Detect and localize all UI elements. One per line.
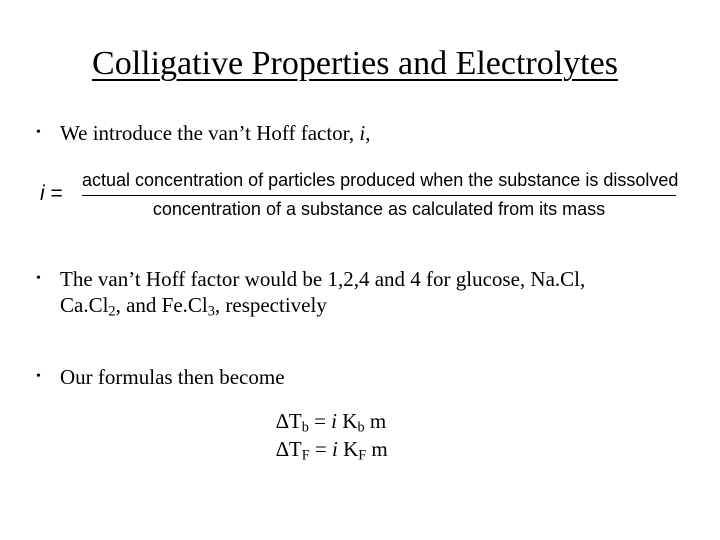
equation-boiling-point xyxy=(276,408,386,434)
bullet-dot: • xyxy=(36,125,41,140)
respectively-text: , respectively xyxy=(214,293,327,317)
compound-fecl: , and Fe.Cl xyxy=(115,293,208,317)
constant-k: K xyxy=(337,409,358,433)
formula-numerator: actual concentration of particles produced when the substance is dissolved xyxy=(82,170,679,190)
molality-m: m xyxy=(366,437,388,461)
bullet-vant-hoff-intro xyxy=(36,120,676,146)
delta-t: ∆T xyxy=(276,437,302,461)
molality-m: m xyxy=(364,409,387,433)
subscript-b: b xyxy=(301,419,309,436)
fraction-bar xyxy=(82,195,676,196)
bullet-dot: • xyxy=(36,369,41,384)
constant-k: K xyxy=(337,437,359,461)
compound-cacl: Ca.Cl xyxy=(60,293,109,317)
bullet-text-line1: The van’t Hoff factor would be 1,2,4 and 4 for glucose, Na.Cl, xyxy=(60,267,586,291)
variable-i: i xyxy=(331,409,338,433)
formula-variable-i: i xyxy=(40,182,45,205)
bullet-text-comma: , xyxy=(365,121,371,145)
subscript-f: F xyxy=(358,447,367,464)
bullet-dot: • xyxy=(36,271,41,286)
subscript-f: F xyxy=(301,447,310,464)
bullet-vant-hoff-values xyxy=(36,266,681,318)
subscript-2: 2 xyxy=(108,303,116,320)
variable-i: i xyxy=(331,437,338,461)
subscript-3: 3 xyxy=(207,303,215,320)
bullet-formulas-become xyxy=(36,364,676,390)
formula-lhs xyxy=(40,182,63,206)
bullet-text xyxy=(36,266,681,318)
variable-i: i xyxy=(359,121,366,145)
equation-freezing-point xyxy=(276,436,388,462)
equals: = xyxy=(309,437,332,461)
formula-equals: = xyxy=(50,182,63,205)
bullet-text xyxy=(36,120,676,146)
slide-title-text: Colligative Properties and Electrolytes xyxy=(92,45,618,82)
bullet-text-main: We introduce the van’t Hoff factor, xyxy=(60,121,360,145)
delta-t: ∆T xyxy=(276,409,302,433)
equals: = xyxy=(308,409,332,433)
vant-hoff-formula xyxy=(40,168,680,224)
subscript-b: b xyxy=(357,419,365,436)
slide-title xyxy=(0,44,710,84)
bullet-text: Our formulas then become xyxy=(60,365,285,389)
formula-denominator: concentration of a substance as calculated from its mass xyxy=(152,199,606,219)
